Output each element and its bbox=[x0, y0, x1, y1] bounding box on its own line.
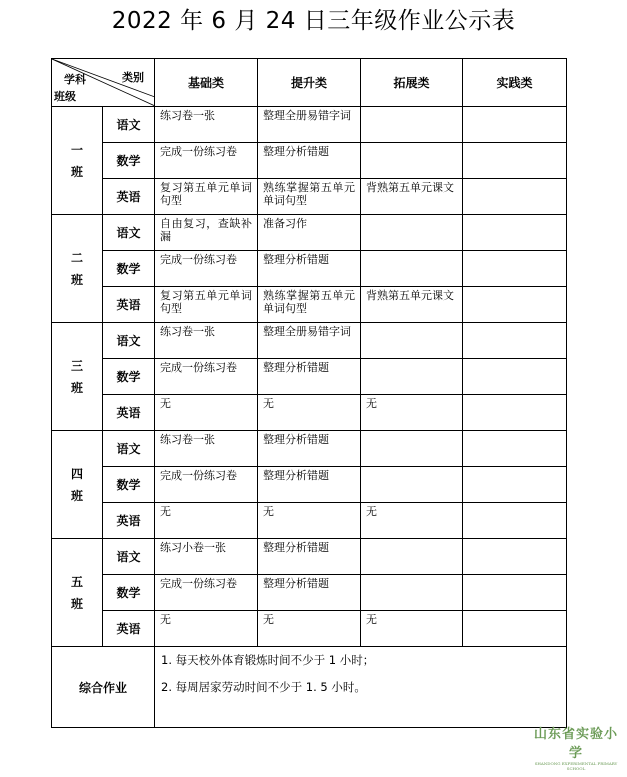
subject-cell: 语文 bbox=[103, 215, 155, 251]
task-cell-advanced: 整理分析错题 bbox=[258, 467, 361, 503]
subject-cell: 语文 bbox=[103, 323, 155, 359]
task-cell-extended bbox=[361, 575, 463, 611]
task-cell-extended: 无 bbox=[361, 503, 463, 539]
subject-cell: 英语 bbox=[103, 395, 155, 431]
table-row bbox=[52, 395, 567, 431]
task-cell-extended bbox=[361, 143, 463, 179]
header-row bbox=[52, 59, 567, 107]
task-cell-basic: 无 bbox=[155, 503, 258, 539]
homework-table bbox=[51, 58, 567, 728]
task-cell-advanced: 整理分析错题 bbox=[258, 359, 361, 395]
task-cell-advanced: 熟练掌握第五单元单词句型 bbox=[258, 179, 361, 215]
table-row bbox=[52, 251, 567, 287]
column-header-extended: 拓展类 bbox=[361, 59, 463, 107]
task-cell-basic: 完成一份练习卷 bbox=[155, 467, 258, 503]
class-name-cell: 三 班 bbox=[52, 323, 103, 431]
task-cell-practice bbox=[463, 395, 567, 431]
task-cell-practice bbox=[463, 323, 567, 359]
task-cell-basic: 练习卷一张 bbox=[155, 323, 258, 359]
table-row bbox=[52, 467, 567, 503]
table-row bbox=[52, 215, 567, 251]
task-cell-basic: 复习第五单元单词句型 bbox=[155, 287, 258, 323]
task-cell-extended bbox=[361, 431, 463, 467]
task-cell-basic: 完成一份练习卷 bbox=[155, 251, 258, 287]
column-header-basic: 基础类 bbox=[155, 59, 258, 107]
table-row bbox=[52, 359, 567, 395]
summary-item: 2. 每周居家劳动时间不少于 1. 5 小时。 bbox=[161, 680, 366, 694]
task-cell-basic: 复习第五单元单词句型 bbox=[155, 179, 258, 215]
class-name-cell: 二 班 bbox=[52, 215, 103, 323]
table-row bbox=[52, 287, 567, 323]
task-cell-practice bbox=[463, 539, 567, 575]
corner-category-label: 类别 bbox=[122, 71, 144, 84]
task-cell-advanced: 准备习作 bbox=[258, 215, 361, 251]
logo-school-english: SHANDONG EXPERIMENTAL PRIMARY SCHOOL bbox=[534, 761, 618, 771]
table-row bbox=[52, 431, 567, 467]
task-cell-basic: 练习卷一张 bbox=[155, 107, 258, 143]
class-name-cell: 五 班 bbox=[52, 539, 103, 647]
task-cell-basic: 无 bbox=[155, 611, 258, 647]
subject-cell: 语文 bbox=[103, 431, 155, 467]
summary-content bbox=[155, 647, 567, 728]
subject-cell: 数学 bbox=[103, 359, 155, 395]
task-cell-practice bbox=[463, 503, 567, 539]
subject-cell: 数学 bbox=[103, 251, 155, 287]
task-cell-advanced: 整理分析错题 bbox=[258, 539, 361, 575]
table-row bbox=[52, 143, 567, 179]
task-cell-basic: 完成一份练习卷 bbox=[155, 359, 258, 395]
task-cell-practice bbox=[463, 287, 567, 323]
table-row bbox=[52, 503, 567, 539]
subject-cell: 英语 bbox=[103, 179, 155, 215]
task-cell-extended: 背熟第五单元课文 bbox=[361, 179, 463, 215]
task-cell-basic: 自由复习，查缺补漏 bbox=[155, 215, 258, 251]
task-cell-advanced: 整理分析错题 bbox=[258, 431, 361, 467]
summary-row bbox=[52, 647, 567, 728]
class-name-cell: 一 班 bbox=[52, 107, 103, 215]
table-row bbox=[52, 611, 567, 647]
task-cell-practice bbox=[463, 575, 567, 611]
task-cell-advanced: 无 bbox=[258, 395, 361, 431]
corner-class-label: 班级 bbox=[54, 90, 76, 103]
school-logo bbox=[530, 723, 622, 771]
class-name-cell: 四 班 bbox=[52, 431, 103, 539]
column-header-practice: 实践类 bbox=[463, 59, 567, 107]
task-cell-basic: 无 bbox=[155, 395, 258, 431]
task-cell-practice bbox=[463, 359, 567, 395]
header-corner-cell bbox=[52, 59, 155, 107]
task-cell-advanced: 无 bbox=[258, 611, 361, 647]
subject-cell: 数学 bbox=[103, 467, 155, 503]
subject-cell: 语文 bbox=[103, 539, 155, 575]
subject-cell: 英语 bbox=[103, 611, 155, 647]
summary-item: 1. 每天校外体育锻炼时间不少于 1 小时； bbox=[161, 653, 375, 667]
task-cell-advanced: 整理分析错题 bbox=[258, 251, 361, 287]
logo-school-name: 山东省实验小学 bbox=[533, 727, 618, 761]
subject-cell: 数学 bbox=[103, 143, 155, 179]
task-cell-practice bbox=[463, 143, 567, 179]
task-cell-extended bbox=[361, 323, 463, 359]
task-cell-advanced: 整理全册易错字词 bbox=[258, 107, 361, 143]
task-cell-basic: 完成一份练习卷 bbox=[155, 143, 258, 179]
task-cell-extended bbox=[361, 359, 463, 395]
task-cell-advanced: 整理分析错题 bbox=[258, 143, 361, 179]
task-cell-extended bbox=[361, 251, 463, 287]
task-cell-practice bbox=[463, 611, 567, 647]
task-cell-practice bbox=[463, 107, 567, 143]
subject-cell: 数学 bbox=[103, 575, 155, 611]
task-cell-practice bbox=[463, 251, 567, 287]
task-cell-advanced: 整理分析错题 bbox=[258, 575, 361, 611]
task-cell-advanced: 熟练掌握第五单元单词句型 bbox=[258, 287, 361, 323]
task-cell-extended: 无 bbox=[361, 611, 463, 647]
task-cell-extended bbox=[361, 539, 463, 575]
task-cell-basic: 练习卷一张 bbox=[155, 431, 258, 467]
subject-cell: 英语 bbox=[103, 503, 155, 539]
table-row bbox=[52, 539, 567, 575]
table-row bbox=[52, 107, 567, 143]
subject-cell: 英语 bbox=[103, 287, 155, 323]
task-cell-practice bbox=[463, 467, 567, 503]
task-cell-advanced: 整理全册易错字词 bbox=[258, 323, 361, 359]
table-row bbox=[52, 323, 567, 359]
task-cell-practice bbox=[463, 431, 567, 467]
subject-cell: 语文 bbox=[103, 107, 155, 143]
task-cell-basic: 练习小卷一张 bbox=[155, 539, 258, 575]
task-cell-extended bbox=[361, 215, 463, 251]
table-row bbox=[52, 575, 567, 611]
task-cell-extended bbox=[361, 107, 463, 143]
task-cell-basic: 完成一份练习卷 bbox=[155, 575, 258, 611]
task-cell-practice bbox=[463, 215, 567, 251]
summary-label: 综合作业 bbox=[52, 647, 155, 728]
table-row bbox=[52, 179, 567, 215]
task-cell-advanced: 无 bbox=[258, 503, 361, 539]
task-cell-extended: 背熟第五单元课文 bbox=[361, 287, 463, 323]
corner-subject-label: 学科 bbox=[64, 73, 86, 86]
task-cell-extended: 无 bbox=[361, 395, 463, 431]
page-title: 2022 年 6 月 24 日三年级作业公示表 bbox=[111, 8, 516, 34]
task-cell-practice bbox=[463, 179, 567, 215]
task-cell-extended bbox=[361, 467, 463, 503]
column-header-advanced: 提升类 bbox=[258, 59, 361, 107]
